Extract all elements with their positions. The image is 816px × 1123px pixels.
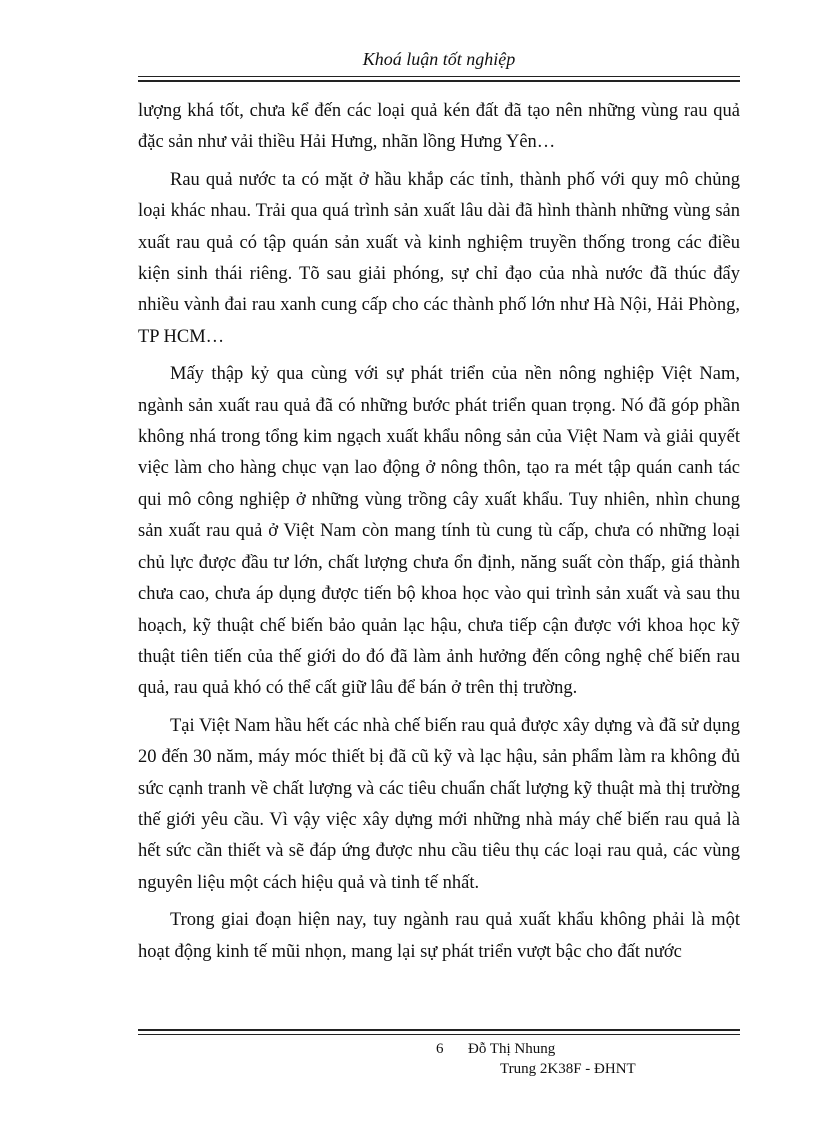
header-divider bbox=[138, 76, 740, 82]
footer-divider bbox=[138, 1029, 740, 1035]
paragraph-5: Trong giai đoạn hiện nay, tuy ngành rau quả xuất khẩu không phải là một hoạt động kinh tế mũi nhọn, mang lại sự phát triển vượt bậc cho đất nước bbox=[138, 910, 740, 962]
page-header-title: Khoá luận tốt nghiệp bbox=[362, 49, 516, 69]
document-body bbox=[138, 96, 740, 974]
footer-class-info: Trung 2K38F - ĐHNT bbox=[500, 1061, 636, 1077]
paragraph-2: Rau quả nước ta có mặt ở hầu khắp các tỉnh, thành phố với quy mô chủng loại khác nhau. Trải qua quá trình sản xuất lâu dài đã hình thành những vùng sản xuất rau quả có tập quán sản xuất và kinh nghiệm truyền thống trong các điều kiện sinh thái riêng. Tõ sau giải phóng, sự chỉ đạo của nhà nước đã thúc đẩy nhiều vành đai rau xanh cung cấp cho các thành phố lớn như Hà Nội, Hải Phòng, TP HCM… bbox=[138, 169, 740, 347]
page-number: 6 bbox=[436, 1041, 444, 1057]
footer-author: Đỗ Thị Nhung bbox=[468, 1041, 556, 1057]
paragraph-3: Mấy thập kỷ qua cùng với sự phát triển của nền nông nghiệp Việt Nam, ngành sản xuất rau quả đã có những bước phát triển quan trọng. Nó đã góp phần không nhá trong tổng kim ngạch xuất khẩu nông sản của Việt Nam và giải quyết việc làm cho hàng chục vạn lao động ở nông thôn, tạo ra mét tập quán canh tác qui mô công nghiệp ở những vùng trồng cây xuất khẩu. Tuy nhiên, nhìn chung sản xuất rau quả ở Việt Nam còn mang tính tù cung tù cấp, chưa có những loại chủ lực được đầu tư lớn, chất lượng chưa ổn định, năng suất còn thấp, giá thành chưa cao, chưa áp dụng được tiến bộ khoa học vào qui trình sản xuất và sau thu hoạch, kỹ thuật chế biến bảo quản lạc hậu, chưa tiếp cận được với khoa học kỹ thuật tiên tiến của thế giới do đó đã làm ảnh hưởng đến công nghệ chế biến rau quả, rau quả khó có thể cất giữ lâu để bán ở trên thị trường. bbox=[138, 364, 740, 699]
paragraph-1: lượng khá tốt, chưa kể đến các loại quả kén đất đã tạo nên những vùng rau quả đặc sản như vải thiều Hải Hưng, nhãn lồng Hưng Yên… bbox=[138, 101, 740, 153]
paragraph-4: Tại Việt Nam hầu hết các nhà chế biến rau quả được xây dựng và đã sử dụng 20 đến 30 năm, máy móc thiết bị đã cũ kỹ và lạc hậu, sản phẩm làm ra không đủ sức cạnh tranh về chất lượng và các tiêu chuẩn chất lượng kỹ thuật mà thị trường thế giới yêu cầu. Vì vậy việc xây dựng mới những nhà máy chế biến rau quả là hết sức cần thiết và sẽ đáp ứng được nhu cầu tiêu thụ các loại rau quả, các vùng nguyên liệu một cách hiệu quả và tinh tế nhất. bbox=[138, 715, 740, 893]
